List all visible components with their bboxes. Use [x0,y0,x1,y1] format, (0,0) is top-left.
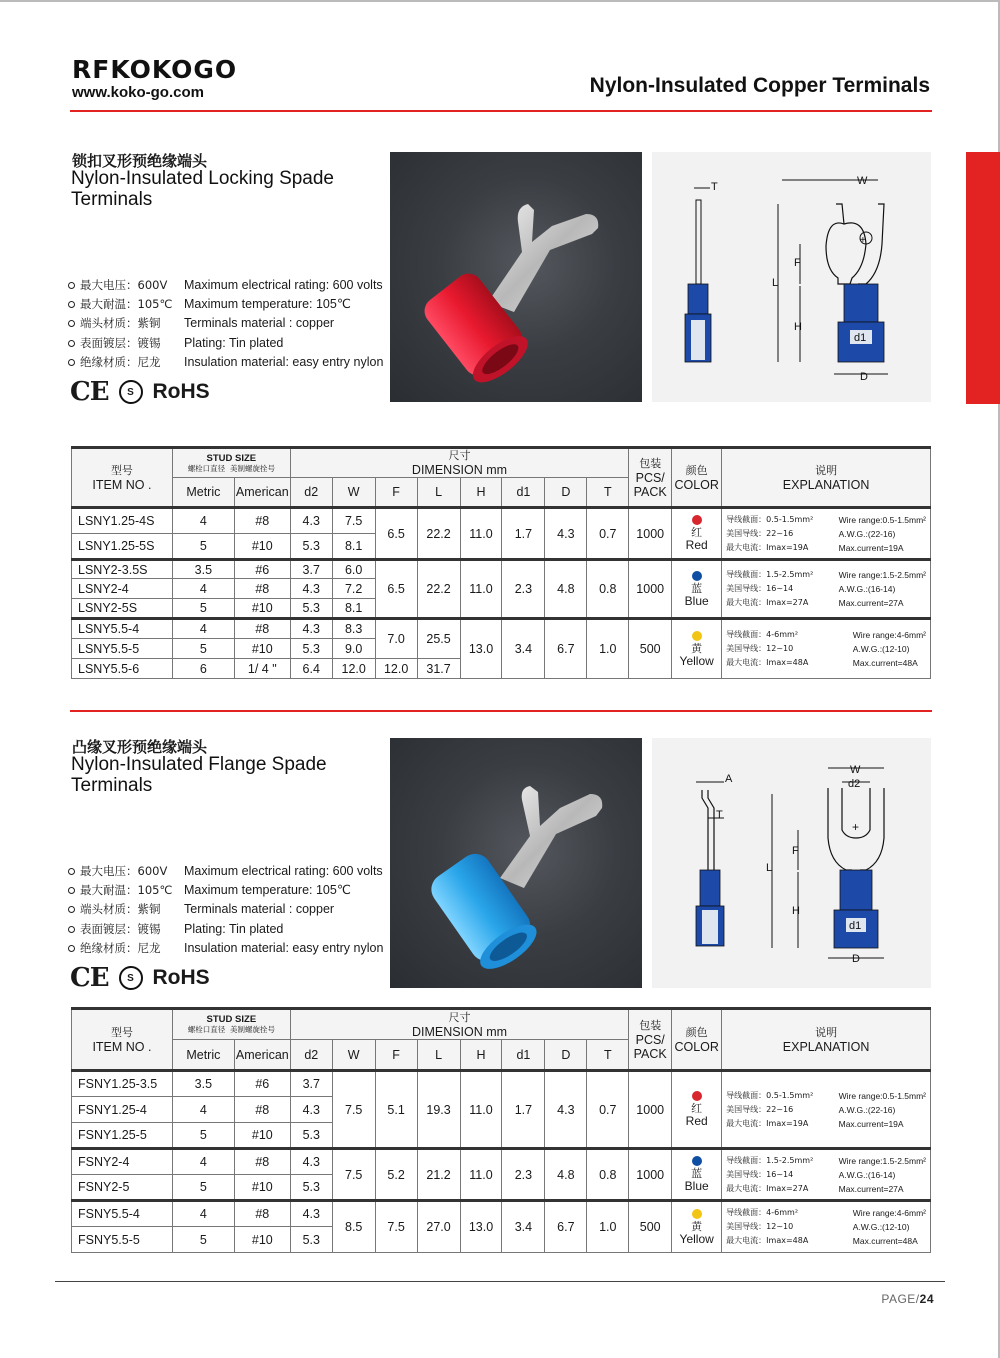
metric-cell: 6 [172,659,234,679]
pack-cell: 500 [629,619,672,679]
spec-en: Terminals material : copper [184,316,335,331]
ce-mark-icon: CE [70,377,109,407]
dim-label-d1: d1 [854,332,867,344]
d2-cell: 5.3 [290,599,332,619]
w-cell: 6.0 [332,560,375,579]
brand-url: www.koko-go.com [72,84,204,101]
american-cell: #8 [234,619,290,639]
d2-cell: 3.7 [290,1071,332,1097]
d1-cell: 2.3 [502,1149,545,1201]
header-col: T [587,1040,629,1071]
dim-label-t: T [716,809,723,821]
table-row [72,1201,931,1227]
metric-cell: 4 [172,619,234,639]
metric-cell: 4 [172,1097,234,1123]
spec-cn: 端头材质：紫铜 [68,314,184,333]
w-cell: 7.5 [332,508,375,534]
header-col: d2 [290,478,332,508]
american-cell: #6 [234,560,290,579]
table-row [72,1071,931,1097]
header-col: W [332,1040,375,1071]
spec-cn: 最大耐温：105℃ [68,881,184,900]
w-cell: 8.1 [332,599,375,619]
spec-cn: 最大电压：600V [68,276,184,295]
sgs-mark-icon: S [119,966,143,990]
t-cell: 1.0 [587,619,629,679]
w-cell: 8.5 [332,1201,375,1253]
pack-cell: 1000 [629,1149,672,1201]
section-divider-red-rule [70,710,932,712]
spec-row [68,314,383,333]
item-cell: LSNY2-4 [72,579,173,599]
d2-cell: 5.3 [290,1123,332,1149]
header-item: 型号 ITEM NO . [72,448,173,508]
pack-cell: 1000 [629,560,672,619]
w-cell: 7.2 [332,579,375,599]
dim-label-w: W [850,764,861,776]
item-cell: LSNY1.25-5S [72,534,173,560]
section2-spec-list [68,862,383,958]
rohs-mark: RoHS [152,380,210,403]
section2-title-en: Nylon-Insulated Flange Spade Terminals [71,754,327,796]
dim-label-d: D [860,371,868,383]
page-border-top [0,0,1000,2]
t-cell: 0.8 [587,560,629,619]
l-cell: 22.2 [417,508,460,560]
h-cell: 11.0 [460,560,502,619]
header-col: H [460,478,502,508]
header-col: d1 [502,478,545,508]
page-number [881,1292,934,1306]
american-cell: #10 [234,1123,290,1149]
spec-en: Maximum temperature: 105℃ [184,883,351,898]
footer-rule [55,1281,945,1282]
color-cell-blue: 蓝 Blue [672,1149,722,1201]
h-cell: 11.0 [460,1149,502,1201]
spec-cn: 最大电压：600V [68,862,184,881]
american-cell: #8 [234,579,290,599]
spec-row [68,353,383,372]
header-color: 颜色 COLOR [672,448,722,508]
item-cell: FSNY5.5-5 [72,1227,173,1253]
d1-cell: 1.7 [502,1071,545,1149]
side-tab [966,152,1000,404]
spec-row [68,939,383,958]
item-cell: LSNY1.25-4S [72,508,173,534]
dim-label-w: W [857,175,868,187]
spec-en: Maximum electrical rating: 600 volts [184,864,383,878]
header-col: L [417,1040,460,1071]
spec-row [68,862,383,881]
american-cell: 1/ 4 " [234,659,290,679]
explanation-red: 导线截面：0.5-1.5mm² 美国导线：22~16 最大电流：Imax=19A Wire range:0.5-1.5mm² A.W.G.:(22-16) Max.current=19A [722,508,931,560]
color-cell-red: 红 Red [672,1071,722,1149]
spec-row [68,881,383,900]
red-spade-terminal-icon [390,152,642,402]
yellow-dot-icon [692,631,702,641]
section2-cert-marks [70,963,210,993]
item-cell: LSNY5.5-4 [72,619,173,639]
f-cell: 7.0 [375,619,417,659]
header-col: d1 [502,1040,545,1071]
w-cell: 7.5 [332,1149,375,1201]
metric-cell: 4 [172,1149,234,1175]
spec-en: Plating: Tin plated [184,335,284,350]
explanation-yellow: 导线截面：4-6mm² 美国导线：12~10 最大电流：Imax=48A Wire range:4-6mm² A.W.G.:(12-10) Max.current=48A [722,1201,931,1253]
american-cell: #10 [234,534,290,560]
page-number-value: 24 [919,1292,934,1306]
american-cell: #8 [234,508,290,534]
blue-dot-icon [692,571,702,581]
item-cell: FSNY2-4 [72,1149,173,1175]
f-cell: 12.0 [375,659,417,679]
header-col: D [545,1040,587,1071]
l-cell: 22.2 [417,560,460,619]
section1-technical-drawing [652,152,931,402]
d-cell: 6.7 [545,619,587,679]
spec-row [68,295,383,314]
spec-cn: 端头材质：紫铜 [68,900,184,919]
dim-label-a: A [725,773,733,785]
header-red-rule [70,110,932,112]
metric-cell: 3.5 [172,1071,234,1097]
spec-en: Insulation material: easy entry nylon [184,354,384,369]
h-cell: 13.0 [460,1201,502,1253]
table-row [72,619,931,639]
color-cell-blue: 蓝 Blue [672,560,722,619]
section1-cert-marks [70,377,210,407]
header-metric: Metric [172,478,234,508]
header-stud-size: STUD SIZE 螺栓口直径 美制螺旋拴号 [172,1009,290,1040]
t-cell: 0.8 [587,1149,629,1201]
item-cell: FSNY1.25-3.5 [72,1071,173,1097]
d1-cell: 1.7 [502,508,545,560]
spec-en: Maximum temperature: 105℃ [184,297,351,312]
l-cell: 25.5 [417,619,460,659]
page-label: PAGE/ [881,1292,920,1306]
spec-en: Plating: Tin plated [184,921,284,936]
d2-cell: 5.3 [290,1227,332,1253]
section1-title-cn: 锁扣叉形预绝缘端头 [72,152,208,170]
blue-dot-icon [692,1156,702,1166]
explanation-red: 导线截面：0.5-1.5mm² 美国导线：22~16 最大电流：Imax=19A Wire range:0.5-1.5mm² A.W.G.:(22-16) Max.current=19A [722,1071,931,1149]
dim-label-t: T [711,181,718,193]
yellow-dot-icon [692,1209,702,1219]
header-dimension: 尺寸 DIMENSION mm [290,1009,628,1040]
h-cell: 11.0 [460,508,502,560]
header-american: American [234,478,290,508]
header-pack: 包装 PCS/ PACK [629,1009,672,1071]
spec-row [68,276,383,295]
l-cell: 19.3 [417,1071,460,1149]
header-col: F [375,478,417,508]
item-cell: LSNY5.5-5 [72,639,173,659]
spec-cn: 绝缘材质：尼龙 [68,353,184,372]
color-cell-yellow: 黄 Yellow [672,619,722,679]
w-cell: 7.5 [332,1071,375,1149]
f-cell: 7.5 [375,1201,417,1253]
d2-cell: 5.3 [290,534,332,560]
header-dimension: 尺寸 DIMENSION mm [290,448,628,478]
metric-cell: 5 [172,534,234,560]
header-col: d2 [290,1040,332,1071]
rohs-mark: RoHS [152,966,210,989]
explanation-yellow: 导线截面：4-6mm² 美国导线：12~10 最大电流：Imax=48A Wire range:4-6mm² A.W.G.:(12-10) Max.current=48A [722,619,931,679]
header-col: T [587,478,629,508]
f-cell: 5.1 [375,1071,417,1149]
d2-cell: 4.3 [290,508,332,534]
dim-label-d: D [852,953,860,965]
explanation-blue: 导线截面：1.5-2.5mm² 美国导线：16~14 最大电流：Imax=27A Wire range:1.5-2.5mm² A.W.G.:(16-14) Max.current=27A [722,1149,931,1201]
item-cell: FSNY1.25-5 [72,1123,173,1149]
american-cell: #8 [234,1097,290,1123]
header-color: 颜色 COLOR [672,1009,722,1071]
header-col: W [332,478,375,508]
d-cell: 4.3 [545,1071,587,1149]
spec-en: Insulation material: easy entry nylon [184,940,384,955]
h-cell: 11.0 [460,1071,502,1149]
w-cell: 8.3 [332,619,375,639]
dim-label-f: F [792,845,799,857]
header-col: F [375,1040,417,1071]
l-cell: 27.0 [417,1201,460,1253]
page-title: Nylon-Insulated Copper Terminals [589,74,930,97]
table-row [72,560,931,579]
header-explanation: 说明 EXPLANATION [722,448,931,508]
section2-technical-drawing [652,738,931,988]
d2-cell: 4.3 [290,1097,332,1123]
d-cell: 6.7 [545,1201,587,1253]
f-cell: 6.5 [375,560,417,619]
d2-cell: 5.3 [290,1175,332,1201]
metric-cell: 3.5 [172,560,234,579]
american-cell: #10 [234,599,290,619]
d2-cell: 6.4 [290,659,332,679]
red-dot-icon [692,1091,702,1101]
f-cell: 6.5 [375,508,417,560]
spec-en: Maximum electrical rating: 600 volts [184,278,383,292]
w-cell: 9.0 [332,639,375,659]
item-cell: FSNY2-5 [72,1175,173,1201]
metric-cell: 4 [172,579,234,599]
spec-cn: 表面镀层：镀锡 [68,334,184,353]
d2-cell: 4.3 [290,579,332,599]
dim-label-d1: d1 [849,920,862,932]
dim-label-l: L [772,277,779,289]
table-row [72,508,931,534]
section1-product-photo [390,152,642,402]
t-cell: 1.0 [587,1201,629,1253]
l-cell: 31.7 [417,659,460,679]
t-cell: 0.7 [587,508,629,560]
sgs-mark-icon: S [119,380,143,404]
w-cell: 8.1 [332,534,375,560]
w-cell: 12.0 [332,659,375,679]
header-stud-size: STUD SIZE 螺栓口直径 美制螺旋拴号 [172,448,290,478]
dim-label-f: F [794,257,801,269]
d2-cell: 5.3 [290,639,332,659]
color-cell-yellow: 黄 Yellow [672,1201,722,1253]
spec-cn: 绝缘材质：尼龙 [68,939,184,958]
spec-row [68,920,383,939]
f-cell: 5.2 [375,1149,417,1201]
locking-spade-drawing-icon [652,152,931,402]
section1-spec-table [71,446,931,679]
section1-title-en: Nylon-Insulated Locking Spade Terminals [71,168,335,210]
h-cell: 13.0 [460,619,502,679]
header-pack: 包装 PCS/ PACK [629,448,672,508]
spec-row [68,900,383,919]
dim-label-l: L [766,862,773,874]
header-american: American [234,1040,290,1071]
section1-spec-list [68,276,383,372]
blue-spade-terminal-icon [390,738,642,988]
item-cell: FSNY1.25-4 [72,1097,173,1123]
metric-cell: 5 [172,1175,234,1201]
metric-cell: 5 [172,599,234,619]
metric-cell: 5 [172,1227,234,1253]
t-cell: 0.7 [587,1071,629,1149]
d2-cell: 4.3 [290,619,332,639]
l-cell: 21.2 [417,1149,460,1201]
american-cell: #10 [234,639,290,659]
d2-cell: 3.7 [290,560,332,579]
metric-cell: 4 [172,1201,234,1227]
d1-cell: 3.4 [502,1201,545,1253]
header-item: 型号 ITEM NO . [72,1009,173,1071]
pack-cell: 1000 [629,508,672,560]
header-col: L [417,478,460,508]
item-cell: FSNY5.5-4 [72,1201,173,1227]
brand-logo: RFKOKOGO [72,55,238,84]
american-cell: #8 [234,1149,290,1175]
header-col: H [460,1040,502,1071]
metric-cell: 5 [172,639,234,659]
spec-row [68,334,383,353]
spec-en: Terminals material : copper [184,902,335,917]
red-dot-icon [692,515,702,525]
d-cell: 4.8 [545,1149,587,1201]
spec-cn: 最大耐温：105℃ [68,295,184,314]
svg-text:+: + [852,820,860,834]
metric-cell: 4 [172,508,234,534]
header-col: D [545,478,587,508]
header-metric: Metric [172,1040,234,1071]
d2-cell: 4.3 [290,1201,332,1227]
section2-title-cn: 凸缘叉形预绝缘端头 [72,738,208,756]
american-cell: #6 [234,1071,290,1097]
d1-cell: 2.3 [502,560,545,619]
explanation-blue: 导线截面：1.5-2.5mm² 美国导线：16~14 最大电流：Imax=27A Wire range:1.5-2.5mm² A.W.G.:(16-14) Max.current=27A [722,560,931,619]
pack-cell: 500 [629,1201,672,1253]
american-cell: #10 [234,1227,290,1253]
table-row [72,1149,931,1175]
section2-product-photo [390,738,642,988]
d-cell: 4.8 [545,560,587,619]
metric-cell: 5 [172,1123,234,1149]
ce-mark-icon: CE [70,963,109,993]
d-cell: 4.3 [545,508,587,560]
spec-cn: 表面镀层：镀锡 [68,920,184,939]
item-cell: LSNY5.5-6 [72,659,173,679]
d1-cell: 3.4 [502,619,545,679]
svg-text:+: + [860,235,866,246]
header-explanation: 说明 EXPLANATION [722,1009,931,1071]
dim-label-h: H [794,321,802,333]
item-cell: LSNY2-3.5S [72,560,173,579]
dim-label-h: H [792,905,800,917]
pack-cell: 1000 [629,1071,672,1149]
flange-spade-drawing-icon [652,738,931,988]
item-cell: LSNY2-5S [72,599,173,619]
section2-spec-table [71,1007,931,1253]
d2-cell: 4.3 [290,1149,332,1175]
american-cell: #10 [234,1175,290,1201]
dim-label-d2: d2 [848,778,861,790]
american-cell: #8 [234,1201,290,1227]
color-cell-red: 红 Red [672,508,722,560]
